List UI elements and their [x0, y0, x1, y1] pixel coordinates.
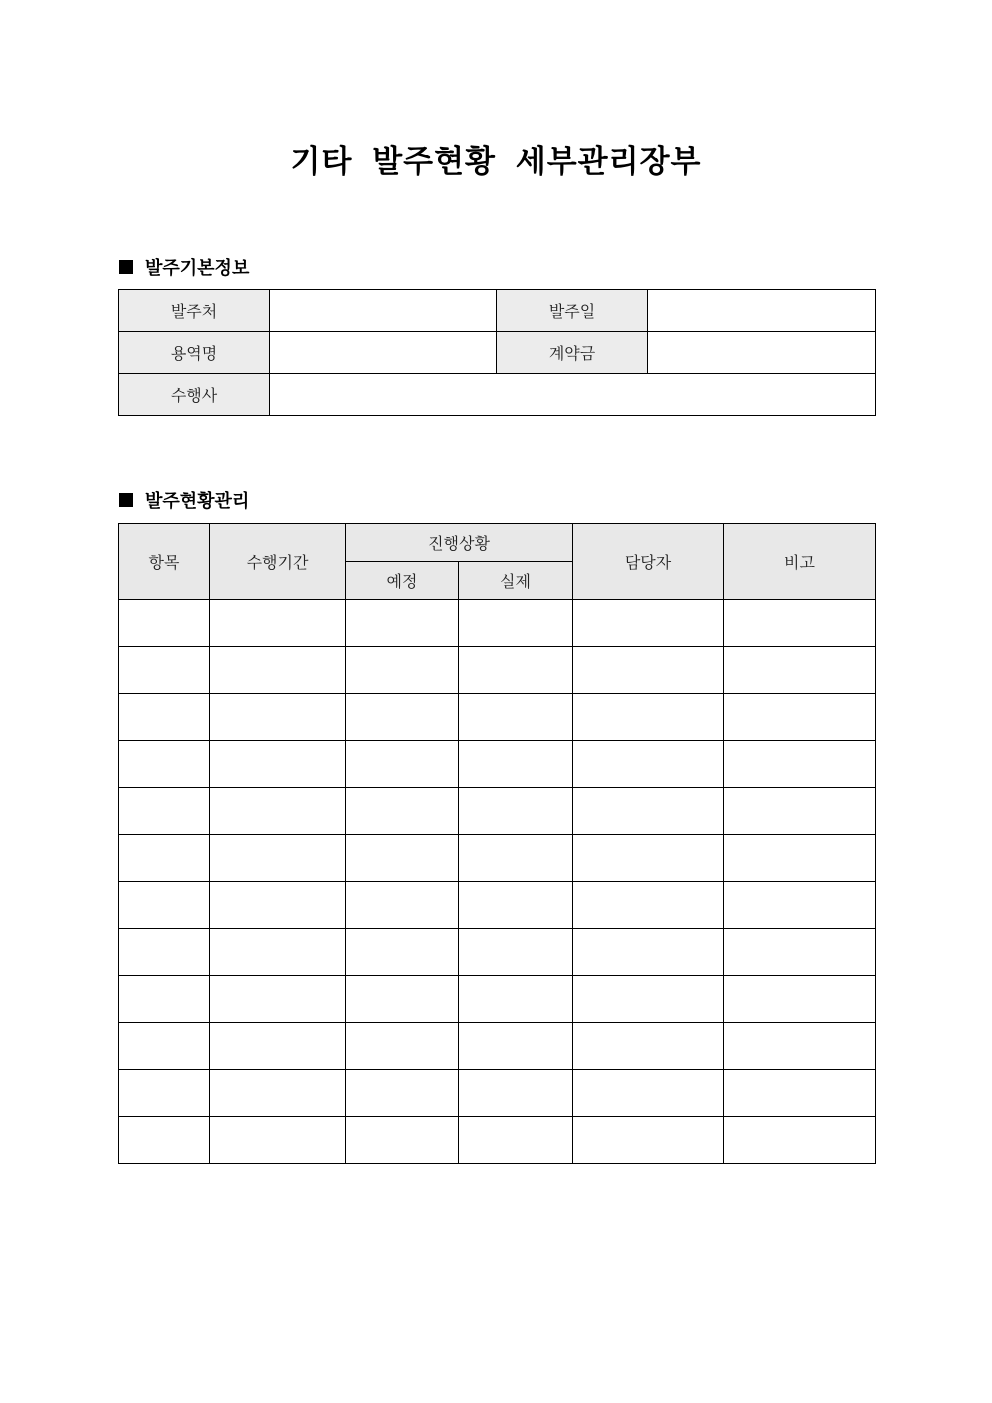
- period-cell[interactable]: [210, 976, 346, 1023]
- planned-cell[interactable]: [346, 741, 459, 788]
- contractor-field[interactable]: [270, 374, 876, 416]
- header-actual: 실제: [459, 562, 573, 600]
- actual-cell[interactable]: [459, 741, 573, 788]
- planned-cell[interactable]: [346, 1117, 459, 1164]
- section-status-title: 발주현황관리: [145, 491, 250, 512]
- manager-cell[interactable]: [573, 929, 724, 976]
- label-service-name: 용역명: [119, 332, 270, 374]
- actual-cell[interactable]: [459, 694, 573, 741]
- info-row: [119, 332, 876, 374]
- status-management-table: [118, 523, 876, 1164]
- table-row: [119, 600, 876, 647]
- planned-cell[interactable]: [346, 647, 459, 694]
- actual-cell[interactable]: [459, 835, 573, 882]
- manager-cell[interactable]: [573, 694, 724, 741]
- label-contract-amount: 계약금: [497, 332, 648, 374]
- table-row: [119, 647, 876, 694]
- table-row: [119, 882, 876, 929]
- status-table-body: [119, 600, 876, 1164]
- planned-cell[interactable]: [346, 788, 459, 835]
- manager-cell[interactable]: [573, 1117, 724, 1164]
- actual-cell[interactable]: [459, 600, 573, 647]
- period-cell[interactable]: [210, 882, 346, 929]
- remarks-cell[interactable]: [724, 694, 876, 741]
- manager-cell[interactable]: [573, 835, 724, 882]
- item-cell[interactable]: [119, 1070, 210, 1117]
- planned-cell[interactable]: [346, 882, 459, 929]
- info-row: [119, 374, 876, 416]
- period-cell[interactable]: [210, 929, 346, 976]
- square-bullet-icon: [119, 260, 133, 274]
- table-row: [119, 1070, 876, 1117]
- manager-cell[interactable]: [573, 647, 724, 694]
- item-cell[interactable]: [119, 647, 210, 694]
- service-name-field[interactable]: [270, 332, 497, 374]
- remarks-cell[interactable]: [724, 929, 876, 976]
- item-cell[interactable]: [119, 929, 210, 976]
- period-cell[interactable]: [210, 1023, 346, 1070]
- planned-cell[interactable]: [346, 976, 459, 1023]
- planned-cell[interactable]: [346, 929, 459, 976]
- client-field[interactable]: [270, 290, 497, 332]
- header-period: 수행기간: [210, 524, 346, 600]
- remarks-cell[interactable]: [724, 1117, 876, 1164]
- remarks-cell[interactable]: [724, 741, 876, 788]
- manager-cell[interactable]: [573, 1023, 724, 1070]
- item-cell[interactable]: [119, 1117, 210, 1164]
- item-cell[interactable]: [119, 600, 210, 647]
- info-row: [119, 290, 876, 332]
- contract-amount-field[interactable]: [648, 332, 876, 374]
- header-progress: 진행상황: [346, 524, 573, 562]
- item-cell[interactable]: [119, 882, 210, 929]
- document-title: 기타 발주현황 세부관리장부: [290, 144, 702, 180]
- period-cell[interactable]: [210, 788, 346, 835]
- header-remarks: 비고: [724, 524, 876, 600]
- table-row: [119, 1023, 876, 1070]
- label-contractor: 수행사: [119, 374, 270, 416]
- remarks-cell[interactable]: [724, 882, 876, 929]
- period-cell[interactable]: [210, 694, 346, 741]
- header-item: 항목: [119, 524, 210, 600]
- manager-cell[interactable]: [573, 600, 724, 647]
- table-row: [119, 1117, 876, 1164]
- label-client: 발주처: [119, 290, 270, 332]
- table-row: [119, 929, 876, 976]
- section-basic-info-title: 발주기본정보: [145, 258, 250, 279]
- table-row: [119, 788, 876, 835]
- table-row: [119, 976, 876, 1023]
- table-row: [119, 835, 876, 882]
- remarks-cell[interactable]: [724, 647, 876, 694]
- planned-cell[interactable]: [346, 1023, 459, 1070]
- actual-cell[interactable]: [459, 929, 573, 976]
- period-cell[interactable]: [210, 647, 346, 694]
- manager-cell[interactable]: [573, 741, 724, 788]
- order-date-field[interactable]: [648, 290, 876, 332]
- item-cell[interactable]: [119, 741, 210, 788]
- item-cell[interactable]: [119, 976, 210, 1023]
- period-cell[interactable]: [210, 741, 346, 788]
- actual-cell[interactable]: [459, 882, 573, 929]
- period-cell[interactable]: [210, 600, 346, 647]
- remarks-cell[interactable]: [724, 788, 876, 835]
- period-cell[interactable]: [210, 1070, 346, 1117]
- manager-cell[interactable]: [573, 976, 724, 1023]
- actual-cell[interactable]: [459, 788, 573, 835]
- header-planned: 예정: [346, 562, 459, 600]
- table-row: [119, 741, 876, 788]
- actual-cell[interactable]: [459, 647, 573, 694]
- actual-cell[interactable]: [459, 976, 573, 1023]
- square-bullet-icon: [119, 493, 133, 507]
- header-row: [119, 524, 876, 562]
- actual-cell[interactable]: [459, 1117, 573, 1164]
- remarks-cell[interactable]: [724, 835, 876, 882]
- planned-cell[interactable]: [346, 694, 459, 741]
- actual-cell[interactable]: [459, 1070, 573, 1117]
- manager-cell[interactable]: [573, 1070, 724, 1117]
- header-manager: 담당자: [573, 524, 724, 600]
- remarks-cell[interactable]: [724, 976, 876, 1023]
- section-basic-info-heading: [119, 254, 249, 280]
- manager-cell[interactable]: [573, 882, 724, 929]
- remarks-cell[interactable]: [724, 1023, 876, 1070]
- item-cell[interactable]: [119, 694, 210, 741]
- item-cell[interactable]: [119, 788, 210, 835]
- period-cell[interactable]: [210, 835, 346, 882]
- actual-cell[interactable]: [459, 1023, 573, 1070]
- planned-cell[interactable]: [346, 600, 459, 647]
- period-cell[interactable]: [210, 1117, 346, 1164]
- item-cell[interactable]: [119, 835, 210, 882]
- item-cell[interactable]: [119, 1023, 210, 1070]
- basic-info-table: [118, 289, 876, 416]
- table-row: [119, 694, 876, 741]
- manager-cell[interactable]: [573, 788, 724, 835]
- label-order-date: 발주일: [497, 290, 648, 332]
- planned-cell[interactable]: [346, 1070, 459, 1117]
- remarks-cell[interactable]: [724, 600, 876, 647]
- remarks-cell[interactable]: [724, 1070, 876, 1117]
- section-status-heading: [119, 487, 249, 513]
- planned-cell[interactable]: [346, 835, 459, 882]
